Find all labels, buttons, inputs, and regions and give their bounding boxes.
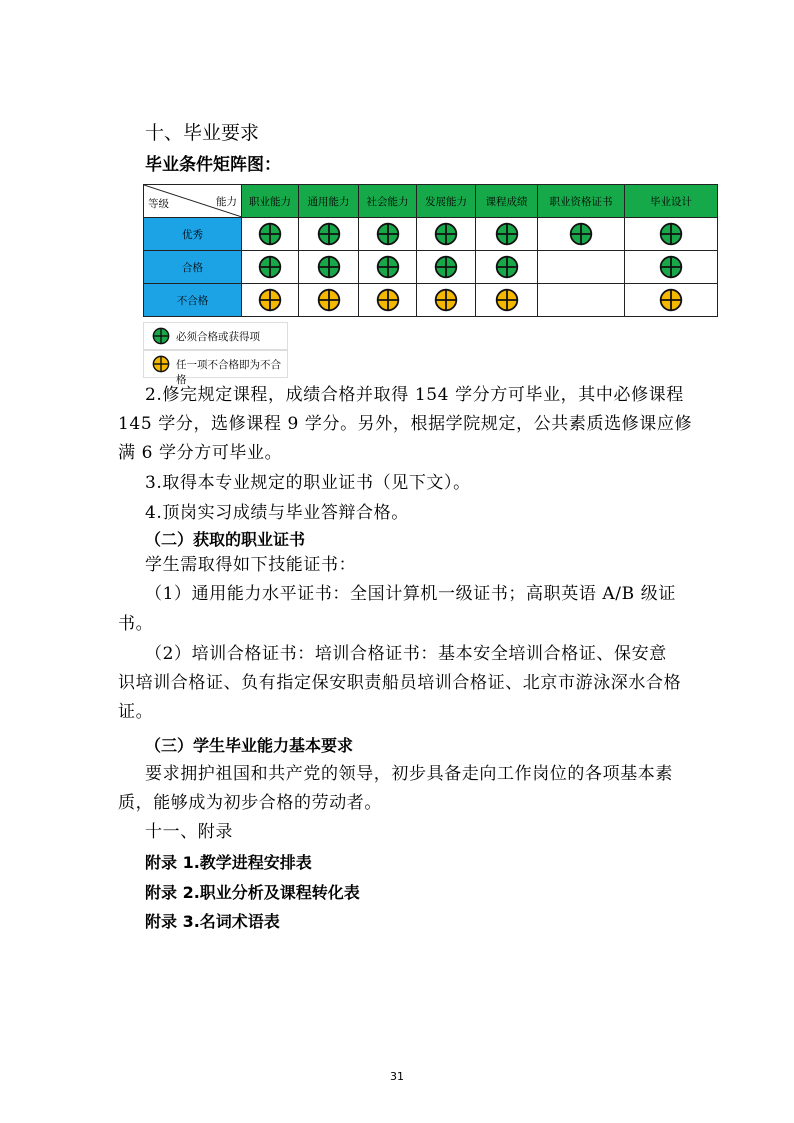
- legend-item-required: [143, 322, 288, 350]
- legend-item-fail: [143, 350, 288, 386]
- matrix-cell: [476, 251, 538, 284]
- matrix-cell: [476, 284, 538, 317]
- required-circle-icon: [242, 222, 298, 246]
- matrix-column-header: 职业能力: [242, 185, 299, 218]
- matrix-cell: [625, 251, 718, 284]
- matrix-cell: [299, 218, 359, 251]
- appendix-heading: 十一、附录: [145, 822, 233, 842]
- required-circle-icon: [538, 222, 624, 246]
- required-circle-icon: [359, 222, 416, 246]
- matrix-row-header: 不合格: [144, 284, 242, 317]
- matrix-header-row: [144, 185, 718, 218]
- paragraph-requirement-line1: 要求拥护祖国和共产党的领导，初步具备走向工作岗位的各项基本素: [145, 764, 673, 784]
- appendix-item-2: 附录 2.职业分析及课程转化表: [145, 883, 360, 902]
- subheading-abilities: （三）学生毕业能力基本要求: [145, 736, 354, 755]
- appendix-item-1: 附录 1.教学进程安排表: [145, 853, 312, 872]
- matrix-cell: [417, 284, 476, 317]
- fail-circle-icon: [417, 288, 475, 312]
- required-circle-icon: [625, 222, 717, 246]
- graduation-matrix-table: [143, 184, 718, 317]
- matrix-column-header: 毕业设计: [625, 185, 718, 218]
- matrix-cell: [359, 284, 417, 317]
- fail-circle-icon: [476, 288, 537, 312]
- paragraph-cert1-line2: 书。: [118, 614, 154, 634]
- fail-circle-icon: [359, 288, 416, 312]
- paragraph-requirement-line2: 质，能够成为初步合格的劳动者。: [118, 793, 382, 813]
- paragraph-cert-intro: 学生需取得如下技能证书：: [145, 555, 357, 575]
- fail-circle-icon: [299, 288, 358, 312]
- fail-circle-icon: [625, 288, 717, 312]
- matrix-cell: [417, 251, 476, 284]
- corner-label-ability: 能力: [216, 196, 237, 208]
- paragraph-cert2-line1: （2）培训合格证书：培训合格证书：基本安全培训合格证、保安意: [145, 644, 667, 664]
- matrix-cell: [242, 284, 299, 317]
- matrix-column-header: 发展能力: [417, 185, 476, 218]
- corner-label-level: 等级: [148, 198, 169, 210]
- matrix-cell: [538, 218, 625, 251]
- matrix-column-header: 课程成绩: [476, 185, 538, 218]
- fail-circle-icon: [152, 355, 170, 376]
- matrix-cell: [299, 284, 359, 317]
- required-circle-icon: [417, 222, 475, 246]
- matrix-row-header: 合格: [144, 251, 242, 284]
- required-circle-icon: [359, 255, 416, 279]
- required-circle-icon: [152, 327, 170, 348]
- paragraph-cert2-line3: 证。: [118, 702, 154, 722]
- required-circle-icon: [299, 255, 358, 279]
- matrix-cell: [242, 218, 299, 251]
- matrix-row: [144, 218, 718, 251]
- paragraph-credits-line3: 满 6 学分方可毕业。: [118, 443, 283, 463]
- matrix-cell: [538, 251, 625, 284]
- matrix-cell: [538, 284, 625, 317]
- matrix-title: 毕业条件矩阵图：: [145, 155, 281, 175]
- required-circle-icon: [625, 255, 717, 279]
- matrix-column-header: 社会能力: [359, 185, 417, 218]
- legend-label: 任一项不合格即为不合格: [176, 359, 281, 386]
- matrix-cell: [625, 284, 718, 317]
- paragraph-credits-line2: 145 学分，选修课程 9 学分。另外，根据学院规定，公共素质选修课应修: [118, 414, 693, 434]
- matrix-column-header: 职业资格证书: [538, 185, 625, 218]
- matrix-cell: [299, 251, 359, 284]
- fail-circle-icon: [242, 288, 298, 312]
- matrix-cell: [359, 218, 417, 251]
- required-circle-icon: [476, 222, 537, 246]
- required-circle-icon: [299, 222, 358, 246]
- subheading-certificates: （二）获取的职业证书: [145, 530, 306, 549]
- matrix-cell: [359, 251, 417, 284]
- matrix-row: [144, 251, 718, 284]
- legend-label: 必须合格或获得项: [176, 331, 260, 343]
- required-circle-icon: [242, 255, 298, 279]
- paragraph-certificate: 3.取得本专业规定的职业证书（见下文）。: [145, 473, 471, 493]
- matrix-cell: [625, 218, 718, 251]
- appendix-item-3: 附录 3.名词术语表: [145, 912, 280, 931]
- paragraph-cert2-line2: 识培训合格证、负有指定保安职责船员培训合格证、北京市游泳深水合格: [118, 673, 682, 693]
- required-circle-icon: [417, 255, 475, 279]
- required-circle-icon: [476, 255, 537, 279]
- matrix-corner-cell: [144, 185, 242, 218]
- matrix-row-header: 优秀: [144, 218, 242, 251]
- page-number: 31: [390, 1070, 404, 1083]
- matrix-column-header: 通用能力: [299, 185, 359, 218]
- section-title: 十、毕业要求: [145, 122, 260, 144]
- matrix-cell: [476, 218, 538, 251]
- matrix-row: [144, 284, 718, 317]
- paragraph-cert1-line1: （1）通用能力水平证书：全国计算机一级证书；高职英语 A/B 级证: [145, 584, 676, 604]
- matrix-cell: [417, 218, 476, 251]
- paragraph-internship: 4.顶岗实习成绩与毕业答辩合格。: [145, 503, 409, 523]
- paragraph-credits-line1: 2.修完规定课程，成绩合格并取得 154 学分方可毕业，其中必修课程: [145, 385, 684, 405]
- matrix-cell: [242, 251, 299, 284]
